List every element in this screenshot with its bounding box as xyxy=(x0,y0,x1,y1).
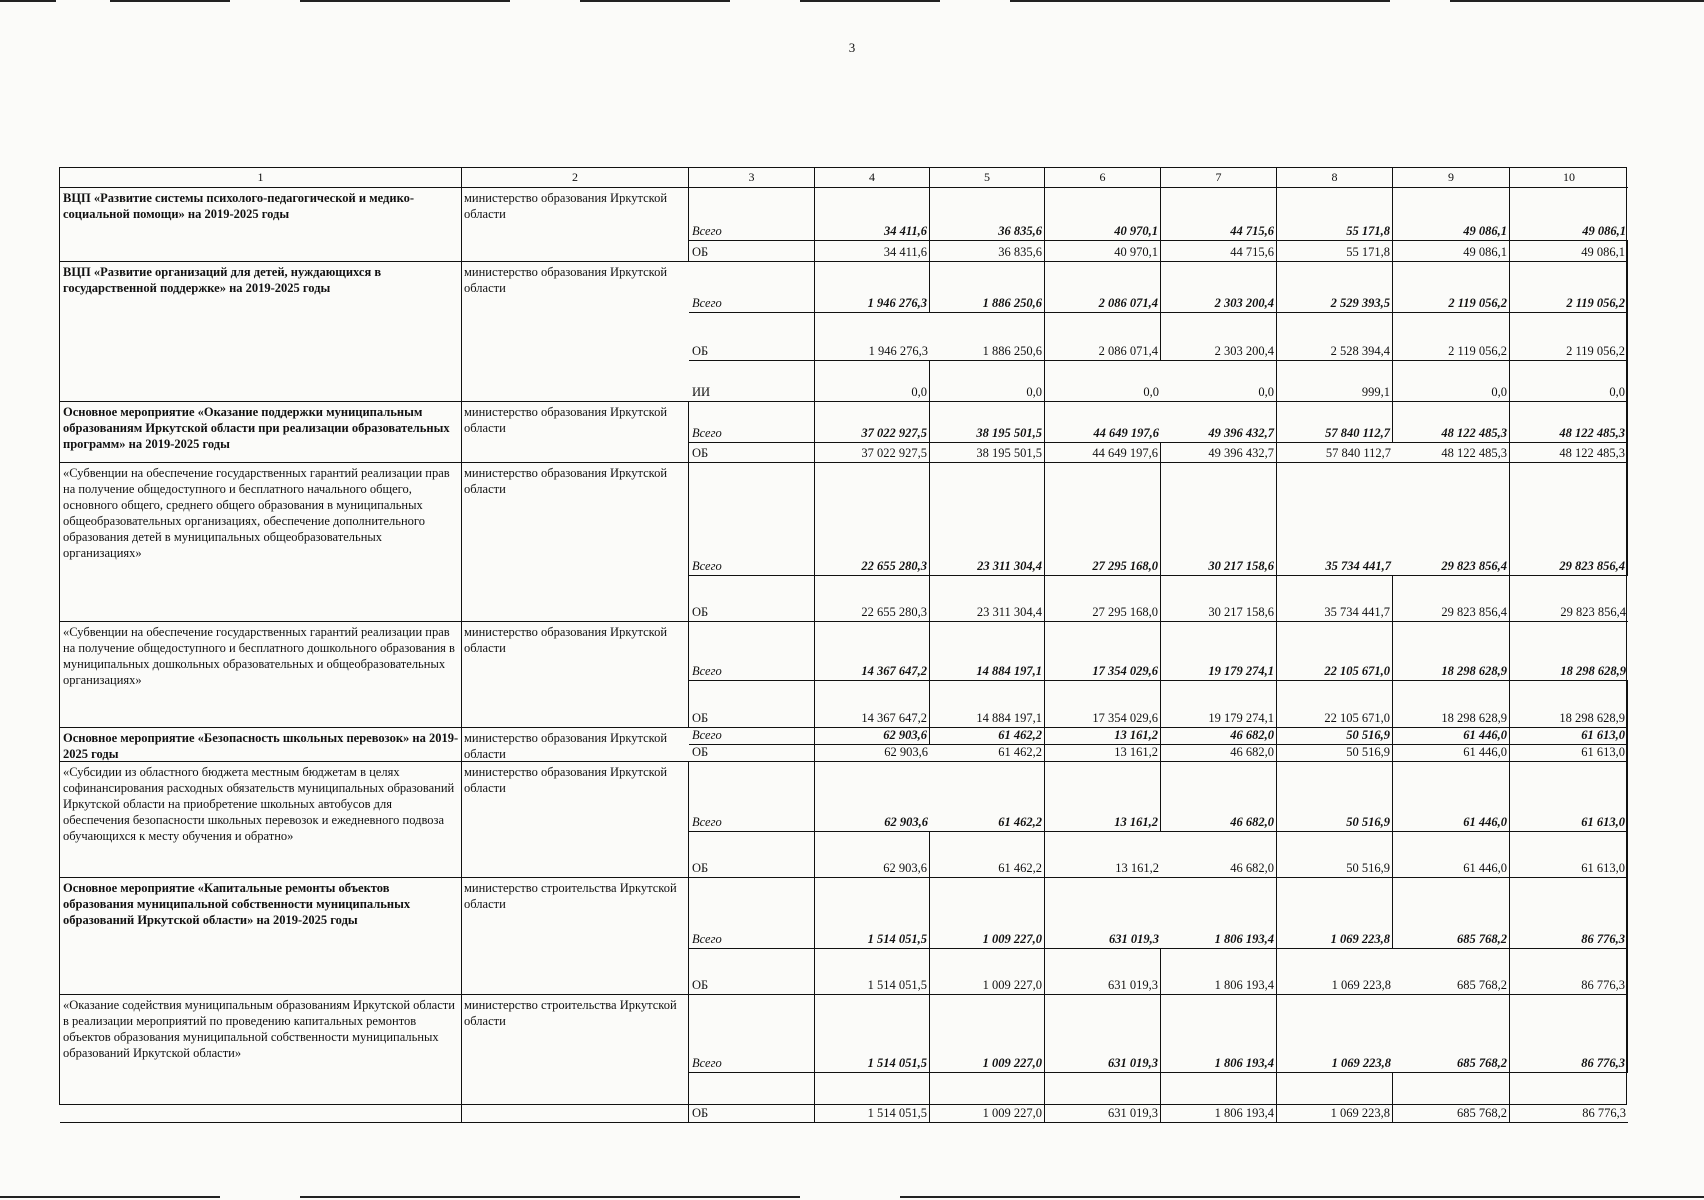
funding-source: Всего xyxy=(689,995,815,1073)
amount-cell: 1 946 276,3 xyxy=(815,262,930,313)
amount-cell: 1 806 193,4 xyxy=(1161,878,1277,949)
row-name: ВЦП «Развитие системы психолого-педагогической и медико-социальной помощи» на 2019-2025 годы xyxy=(60,188,462,262)
row-name: Основное мероприятие «Безопасность школьных перевозок» на 2019-2025 годы xyxy=(60,728,462,762)
amount-cell: 685 768,2 xyxy=(1393,949,1510,995)
amount-cell: 1 069 223,8 xyxy=(1277,878,1393,949)
amount-cell: 2 086 071,4 xyxy=(1045,313,1161,361)
funding-source: Всего xyxy=(689,188,815,241)
column-header: 2 xyxy=(462,168,689,188)
amount-cell: 631 019,3 xyxy=(1045,1073,1161,1123)
amount-cell: 48 122 485,3 xyxy=(1510,443,1628,463)
budget-table xyxy=(59,167,1627,1120)
amount-cell: 34 411,6 xyxy=(815,188,930,241)
amount-cell: 62 903,6 xyxy=(815,728,930,745)
amount-cell: 685 768,2 xyxy=(1393,995,1510,1073)
amount-cell: 1 886 250,6 xyxy=(930,313,1045,361)
amount-cell: 27 295 168,0 xyxy=(1045,576,1161,622)
responsible-executor: министерство образования Иркутской области xyxy=(462,402,689,463)
amount-cell: 1 514 051,5 xyxy=(815,949,930,995)
amount-cell: 631 019,3 xyxy=(1045,878,1161,949)
amount-cell: 1 806 193,4 xyxy=(1161,949,1277,995)
amount-cell: 40 970,1 xyxy=(1045,188,1161,241)
amount-cell: 0,0 xyxy=(1393,361,1510,402)
responsible-executor: министерство образования Иркутской области xyxy=(462,188,689,262)
amount-cell: 46 682,0 xyxy=(1161,762,1277,832)
amount-cell: 1 886 250,6 xyxy=(930,262,1045,313)
row-name: «Субвенции на обеспечение государственных гарантий реализации прав на получение общедоступного и бесплатного начального общего, основного общего, среднего общего образования в муниципальных общеобразовательных организациях, обеспечение дополнительного образования детей в муниципальных общеобразовательных организациях» xyxy=(60,463,462,622)
funding-source: ОБ xyxy=(689,832,815,878)
amount-cell: 35 734 441,7 xyxy=(1277,463,1393,576)
row-name: «Субвенции на обеспечение государственных гарантий реализации прав на получение общедоступного и бесплатного дошкольного образования в муниципальных дошкольных образовательных и общеобразовательных организациях» xyxy=(60,622,462,728)
column-header: 3 xyxy=(689,168,815,188)
amount-cell: 23 311 304,4 xyxy=(930,576,1045,622)
amount-cell: 50 516,9 xyxy=(1277,762,1393,832)
row-name: ВЦП «Развитие организаций для детей, нуждающихся в государственной поддержке» на 2019-2025 годы xyxy=(60,262,462,402)
amount-cell: 0,0 xyxy=(1510,361,1628,402)
funding-source: Всего xyxy=(689,463,815,576)
amount-cell: 86 776,3 xyxy=(1510,949,1628,995)
amount-cell: 86 776,3 xyxy=(1510,995,1628,1073)
amount-cell: 62 903,6 xyxy=(815,832,930,878)
responsible-executor: министерство образования Иркутской области xyxy=(462,762,689,878)
amount-cell: 19 179 274,1 xyxy=(1161,622,1277,681)
funding-source: ИИ xyxy=(689,361,815,402)
amount-cell: 17 354 029,6 xyxy=(1045,681,1161,728)
amount-cell: 61 462,2 xyxy=(930,728,1045,745)
amount-cell: 46 682,0 xyxy=(1161,745,1277,762)
amount-cell: 1 009 227,0 xyxy=(930,1073,1045,1123)
amount-cell: 61 462,2 xyxy=(930,762,1045,832)
amount-cell: 1 514 051,5 xyxy=(815,995,930,1073)
column-header: 6 xyxy=(1045,168,1161,188)
funding-source: ОБ xyxy=(689,241,815,262)
amount-cell: 1 514 051,5 xyxy=(815,1073,930,1123)
row-name: Основное мероприятие «Капитальные ремонты объектов образования муниципальной собственности муниципальных образований Иркутской области» на 2019-2025 годы xyxy=(60,878,462,995)
amount-cell: 29 823 856,4 xyxy=(1510,463,1628,576)
amount-cell: 55 171,8 xyxy=(1277,188,1393,241)
amount-cell: 22 655 280,3 xyxy=(815,576,930,622)
amount-cell: 29 823 856,4 xyxy=(1393,463,1510,576)
amount-cell: 2 119 056,2 xyxy=(1510,313,1628,361)
amount-cell: 30 217 158,6 xyxy=(1161,463,1277,576)
amount-cell: 29 823 856,4 xyxy=(1393,576,1510,622)
amount-cell: 62 903,6 xyxy=(815,762,930,832)
amount-cell: 49 086,1 xyxy=(1510,241,1628,262)
funding-source: Всего xyxy=(689,622,815,681)
amount-cell: 61 462,2 xyxy=(930,745,1045,762)
funding-source: Всего xyxy=(689,762,815,832)
amount-cell: 14 884 197,1 xyxy=(930,622,1045,681)
amount-cell: 49 086,1 xyxy=(1393,241,1510,262)
funding-source: ОБ xyxy=(689,1073,815,1123)
row-name: Основное мероприятие «Оказание поддержки муниципальным образованиям Иркутской области при реализации образовательных программ» на 2019-2025 годы xyxy=(60,402,462,463)
amount-cell: 48 122 485,3 xyxy=(1393,402,1510,443)
funding-source: Всего xyxy=(689,878,815,949)
amount-cell: 17 354 029,6 xyxy=(1045,622,1161,681)
amount-cell: 22 105 671,0 xyxy=(1277,681,1393,728)
funding-source: ОБ xyxy=(689,313,815,361)
amount-cell: 18 298 628,9 xyxy=(1393,622,1510,681)
amount-cell: 2 529 393,5 xyxy=(1277,262,1393,313)
funding-source: ОБ xyxy=(689,745,815,762)
amount-cell: 1 806 193,4 xyxy=(1161,995,1277,1073)
row-name: «Оказание содействия муниципальным образованиям Иркутской области в реализации мероприятий по проведению капитальных ремонтов объектов образования муниципальной собственности муниципальных образований Иркутской области» xyxy=(60,995,462,1123)
amount-cell: 86 776,3 xyxy=(1510,1073,1628,1123)
amount-cell: 0,0 xyxy=(1161,361,1277,402)
column-header: 4 xyxy=(815,168,930,188)
amount-cell: 1 806 193,4 xyxy=(1161,1073,1277,1123)
amount-cell: 35 734 441,7 xyxy=(1277,576,1393,622)
amount-cell: 2 119 056,2 xyxy=(1510,262,1628,313)
amount-cell: 50 516,9 xyxy=(1277,832,1393,878)
amount-cell: 18 298 628,9 xyxy=(1510,622,1628,681)
amount-cell: 36 835,6 xyxy=(930,188,1045,241)
amount-cell: 13 161,2 xyxy=(1045,762,1161,832)
amount-cell: 55 171,8 xyxy=(1277,241,1393,262)
amount-cell: 999,1 xyxy=(1277,361,1393,402)
amount-cell: 22 655 280,3 xyxy=(815,463,930,576)
amount-cell: 2 528 394,4 xyxy=(1277,313,1393,361)
amount-cell: 14 367 647,2 xyxy=(815,681,930,728)
amount-cell: 46 682,0 xyxy=(1161,728,1277,745)
amount-cell: 13 161,2 xyxy=(1045,832,1161,878)
amount-cell: 22 105 671,0 xyxy=(1277,622,1393,681)
amount-cell: 631 019,3 xyxy=(1045,995,1161,1073)
amount-cell: 38 195 501,5 xyxy=(930,402,1045,443)
amount-cell: 2 086 071,4 xyxy=(1045,262,1161,313)
funding-source: Всего xyxy=(689,728,815,745)
amount-cell: 61 462,2 xyxy=(930,832,1045,878)
amount-cell: 61 613,0 xyxy=(1510,832,1628,878)
funding-source: Всего xyxy=(689,262,815,313)
amount-cell: 29 823 856,4 xyxy=(1510,576,1628,622)
funding-source: ОБ xyxy=(689,949,815,995)
amount-cell: 1 946 276,3 xyxy=(815,313,930,361)
amount-cell: 44 715,6 xyxy=(1161,241,1277,262)
amount-cell: 49 396 432,7 xyxy=(1161,402,1277,443)
amount-cell: 37 022 927,5 xyxy=(815,443,930,463)
amount-cell: 18 298 628,9 xyxy=(1393,681,1510,728)
amount-cell: 46 682,0 xyxy=(1161,832,1277,878)
column-header: 9 xyxy=(1393,168,1510,188)
funding-source: ОБ xyxy=(689,576,815,622)
amount-cell: 18 298 628,9 xyxy=(1510,681,1628,728)
row-name: «Субсидии из областного бюджета местным бюджетам в целях софинансирования расходных обязательств муниципальных образований Иркутской области на приобретение школьных автобусов для обеспечения безопасности школьных перевозок и ежедневного подвоза обучающихся к месту обучения и обратно» xyxy=(60,762,462,878)
amount-cell: 44 715,6 xyxy=(1161,188,1277,241)
amount-cell: 38 195 501,5 xyxy=(930,443,1045,463)
amount-cell: 2 119 056,2 xyxy=(1393,313,1510,361)
responsible-executor: министерство образования Иркутской области xyxy=(462,728,689,762)
amount-cell: 61 446,0 xyxy=(1393,728,1510,745)
column-header: 7 xyxy=(1161,168,1277,188)
amount-cell: 1 069 223,8 xyxy=(1277,995,1393,1073)
amount-cell: 13 161,2 xyxy=(1045,745,1161,762)
amount-cell: 49 086,1 xyxy=(1393,188,1510,241)
amount-cell: 49 396 432,7 xyxy=(1161,443,1277,463)
amount-cell: 13 161,2 xyxy=(1045,728,1161,745)
column-header: 8 xyxy=(1277,168,1393,188)
amount-cell: 2 119 056,2 xyxy=(1393,262,1510,313)
responsible-executor: министерство строительства Иркутской области xyxy=(462,995,689,1123)
amount-cell: 61 613,0 xyxy=(1510,728,1628,745)
amount-cell: 57 840 112,7 xyxy=(1277,443,1393,463)
amount-cell: 631 019,3 xyxy=(1045,949,1161,995)
amount-cell: 34 411,6 xyxy=(815,241,930,262)
amount-cell: 44 649 197,6 xyxy=(1045,443,1161,463)
amount-cell: 23 311 304,4 xyxy=(930,463,1045,576)
amount-cell: 1 009 227,0 xyxy=(930,878,1045,949)
amount-cell: 48 122 485,3 xyxy=(1393,443,1510,463)
funding-source: ОБ xyxy=(689,443,815,463)
amount-cell: 1 009 227,0 xyxy=(930,949,1045,995)
amount-cell: 2 303 200,4 xyxy=(1161,313,1277,361)
amount-cell: 36 835,6 xyxy=(930,241,1045,262)
responsible-executor: министерство образования Иркутской области xyxy=(462,463,689,622)
amount-cell: 30 217 158,6 xyxy=(1161,576,1277,622)
amount-cell: 1 069 223,8 xyxy=(1277,949,1393,995)
amount-cell: 0,0 xyxy=(1045,361,1161,402)
amount-cell: 19 179 274,1 xyxy=(1161,681,1277,728)
amount-cell: 685 768,2 xyxy=(1393,878,1510,949)
amount-cell: 27 295 168,0 xyxy=(1045,463,1161,576)
amount-cell: 1 069 223,8 xyxy=(1277,1073,1393,1123)
responsible-executor: министерство образования Иркутской области xyxy=(462,262,689,402)
amount-cell: 86 776,3 xyxy=(1510,878,1628,949)
amount-cell: 2 303 200,4 xyxy=(1161,262,1277,313)
page-number: 3 xyxy=(848,40,856,55)
amount-cell: 0,0 xyxy=(930,361,1045,402)
amount-cell: 14 367 647,2 xyxy=(815,622,930,681)
column-header: 10 xyxy=(1510,168,1628,188)
amount-cell: 57 840 112,7 xyxy=(1277,402,1393,443)
responsible-executor: министерство образования Иркутской области xyxy=(462,622,689,728)
amount-cell: 37 022 927,5 xyxy=(815,402,930,443)
funding-source: Всего xyxy=(689,402,815,443)
amount-cell: 61 446,0 xyxy=(1393,832,1510,878)
funding-source: ОБ xyxy=(689,681,815,728)
amount-cell: 40 970,1 xyxy=(1045,241,1161,262)
amount-cell: 48 122 485,3 xyxy=(1510,402,1628,443)
amount-cell: 44 649 197,6 xyxy=(1045,402,1161,443)
column-header: 1 xyxy=(60,168,462,188)
amount-cell: 61 613,0 xyxy=(1510,745,1628,762)
responsible-executor: министерство строительства Иркутской области xyxy=(462,878,689,995)
amount-cell: 685 768,2 xyxy=(1393,1073,1510,1123)
column-header: 5 xyxy=(930,168,1045,188)
amount-cell: 14 884 197,1 xyxy=(930,681,1045,728)
amount-cell: 1 514 051,5 xyxy=(815,878,930,949)
amount-cell: 61 446,0 xyxy=(1393,745,1510,762)
amount-cell: 1 009 227,0 xyxy=(930,995,1045,1073)
amount-cell: 61 446,0 xyxy=(1393,762,1510,832)
amount-cell: 50 516,9 xyxy=(1277,745,1393,762)
amount-cell: 50 516,9 xyxy=(1277,728,1393,745)
amount-cell: 0,0 xyxy=(815,361,930,402)
amount-cell: 62 903,6 xyxy=(815,745,930,762)
amount-cell: 49 086,1 xyxy=(1510,188,1628,241)
amount-cell: 61 613,0 xyxy=(1510,762,1628,832)
